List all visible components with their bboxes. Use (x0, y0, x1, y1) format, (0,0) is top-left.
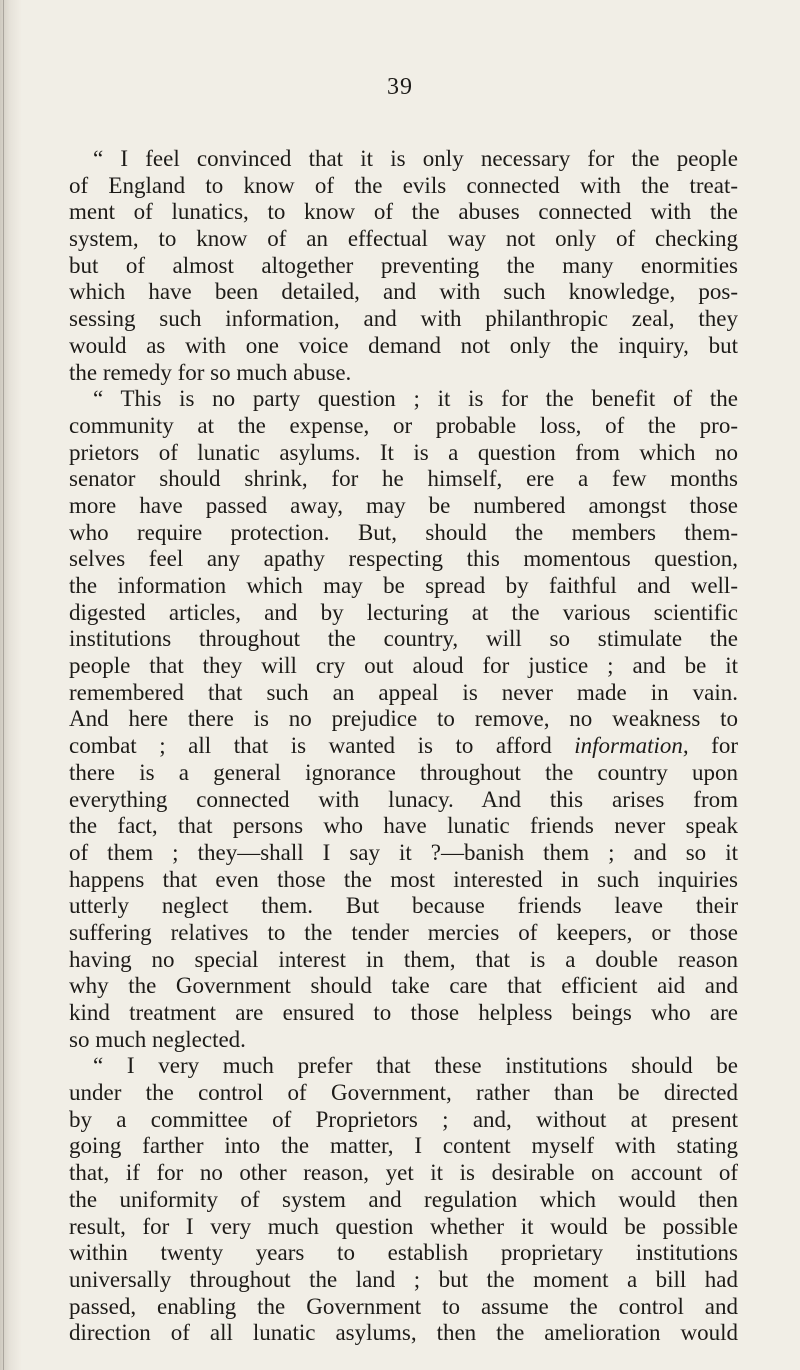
text-line: who require protection. But, should the members them- (69, 519, 738, 545)
text-line: by a committee of Proprietors ; and, without at present (69, 1106, 738, 1132)
text-line: that, if for no other reason, yet it is desirable on account of (69, 1160, 738, 1186)
text-line: people that they will cry out aloud for justice ; and be it (69, 653, 738, 679)
text-line: the information which may be spread by faithful and well- (69, 573, 738, 598)
text-line: going farther into the matter, I content myself with stating (69, 1133, 738, 1159)
text-line: “ I feel convinced that it is only necessary for the people (93, 146, 738, 171)
text-line: of England to know of the evils connected with the treat- (69, 172, 738, 198)
body-text (69, 146, 738, 1347)
page-number: 39 (387, 74, 413, 100)
text-line: kind treatment are ensured to those helpless beings who are (69, 1000, 738, 1025)
text-line: combat ; all that is wanted is to afford information, for (69, 733, 738, 759)
text-line: more have passed away, may be numbered amongst those (69, 492, 738, 518)
text-line: community at the expense, or probable loss, of the pro- (69, 412, 738, 438)
text-line: “ I very much prefer that these institutions should be (93, 1053, 738, 1079)
text-line: selves feel any apathy respecting this momentous question, (69, 546, 738, 572)
text-line: which have been detailed, and with such knowledge, pos- (69, 279, 738, 305)
text-line: of them ; they—shall I say it ?—banish them ; and so it (69, 839, 738, 865)
text-line: prietors of lunatic asylums. It is a question from which no (69, 439, 738, 465)
text-line: under the control of Government, rather than be directed (69, 1080, 738, 1106)
text-line: remembered that such an appeal is never made in vain. (69, 679, 738, 705)
text-line: the fact, that persons who have lunatic friends never speak (69, 813, 738, 839)
text-line: suffering relatives to the tender mercies of keepers, or those (69, 919, 738, 945)
text-line: would as with one voice demand not only the inquiry, but (69, 332, 738, 358)
text-line: universally throughout the land ; but the moment a bill had (69, 1266, 738, 1292)
text-line: senator should shrink, for he himself, ere a few months (69, 466, 738, 492)
text-line: sessing such information, and with philanthropic zeal, they (69, 306, 738, 332)
text-line: institutions throughout the country, will so stimulate the (69, 626, 738, 652)
text-line: utterly neglect them. But because friends leave their (69, 893, 738, 919)
text-line: but of almost altogether preventing the many enormities (69, 252, 738, 278)
text-line: passed, enabling the Government to assume the control and (69, 1293, 738, 1319)
text-line: digested articles, and by lecturing at the various scientific (69, 599, 738, 625)
text-line: system, to know of an effectual way not only of checking (69, 226, 738, 252)
text-line: there is a general ignorance throughout the country upon (69, 759, 738, 785)
text-line: ment of lunatics, to know of the abuses connected with the (69, 199, 738, 225)
text-line: within twenty years to establish proprietary institutions (69, 1240, 738, 1266)
text-line: why the Government should take care that efficient aid and (69, 973, 738, 999)
text-line: And here there is no prejudice to remove, no weakness to (69, 706, 738, 732)
text-line: the uniformity of system and regulation which would then (69, 1186, 738, 1212)
text-line: everything connected with lunacy. And this arises from (69, 786, 738, 812)
text-line: result, for I very much question whether it would be possible (69, 1213, 738, 1239)
text-line: so much neglected. (69, 1026, 246, 1052)
binding-edge (3, 0, 4, 1370)
text-line: direction of all lunatic asylums, then the amelioration would (69, 1320, 738, 1346)
text-line: “ This is no party question ; it is for the benefit of the (93, 386, 738, 412)
text-line: the remedy for so much abuse. (69, 359, 352, 385)
text-line: having no special interest in them, that is a double reason (69, 946, 738, 972)
text-line: happens that even those the most interested in such inquiries (69, 866, 738, 892)
